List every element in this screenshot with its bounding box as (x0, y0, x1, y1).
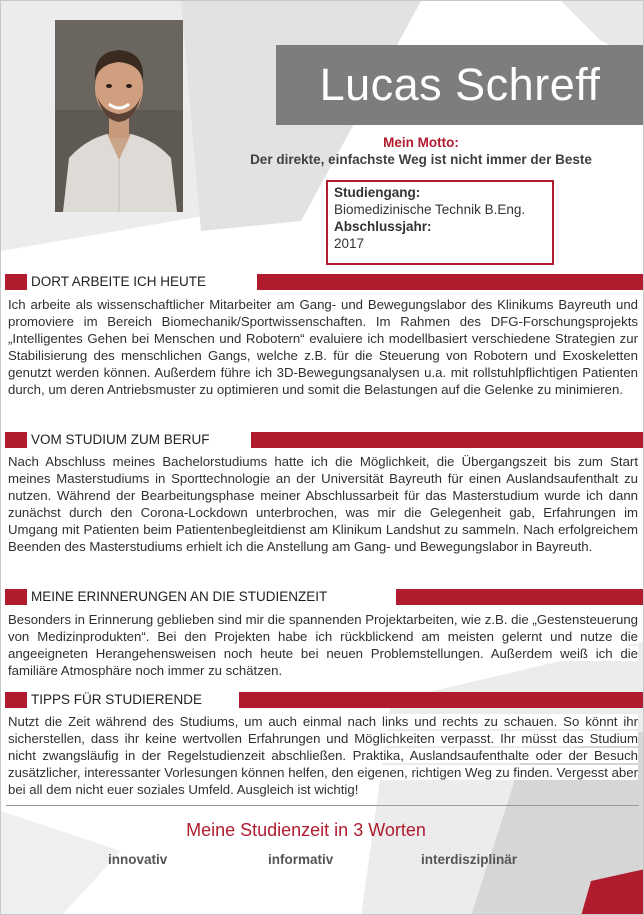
heading-accent-right (239, 692, 644, 708)
heading-accent-right (251, 432, 644, 448)
word-2: informativ (268, 852, 334, 867)
program-value: Biomedizinische Technik B.Eng. (334, 202, 526, 217)
heading-accent-left (5, 692, 27, 708)
motto-block (201, 134, 641, 168)
heading-accent-right (257, 274, 644, 290)
section-title: MEINE ERINNERUNGEN AN DIE STUDIENZEIT (31, 589, 328, 604)
section-title: TIPPS FÜR STUDIERENDE (31, 692, 203, 707)
program-label: Studiengang: (334, 185, 421, 200)
year-label: Abschlussjahr: (334, 219, 432, 234)
section-paragraph: Nach Abschluss meines Bachelorstudiums hatte ich die Möglichkeit, die Übergangszeit bis zum Start meines Masterstudiums in Sporttechnologie an der Universität Bayreuth für einen Auslandsaufenthalt zu nutzen. Während der Bearbeitungsphase meiner Abschlussarbeit für das Masterstudium wurde ich dann zunächst durch den Corona-Lockdown unterbrochen, was mir die Gelegenheit gab, Erfahrungen im Umgang mit Patienten beim Patientenbegleitdienst am Klinikum Landshut zu sammeln. Nach erfolgreichem Beenden des Masterstudiums erhielt ich die Anstellung am Gang- und Bewegungslabor in Bayreuth. (8, 454, 638, 554)
section-heading-memories (1, 588, 644, 605)
section-text-work (8, 296, 638, 398)
section-text-tips (8, 713, 638, 798)
heading-accent-left (5, 432, 27, 448)
word-1: innovativ (108, 852, 168, 867)
section-paragraph: Nutzt die Zeit während des Studiums, um auch einmal nach links und rechts zu schauen. So könnt ihr sicherstellen, dass ihr keine wertvollen Erfahrungen und Möglichkeiten verpasst. Ihr müsst das Studium nicht zwangsläufig in der Regelstudienzeit abschließen. Praktika, Auslandsaufenthalte oder der Besuch zusätzlicher, interessanter Vorlesungen können helfen, den eigenen, richtigen Weg zu finden. Vergesst aber bei all dem nicht euer soziales Umfeld. Ausgleich ist wichtig! (8, 714, 638, 797)
heading-accent-right (396, 589, 644, 605)
word-3: interdisziplinär (421, 852, 518, 867)
profile-photo (55, 20, 183, 212)
person-name: Lucas Schreff (319, 59, 601, 110)
study-info-box (326, 180, 554, 265)
section-text-memories (8, 611, 638, 679)
motto-text: Der direkte, einfachste Weg ist nicht immer der Beste (250, 152, 592, 167)
section-text-career (8, 453, 638, 555)
section-paragraph: Besonders in Erinnerung geblieben sind mir die spannenden Projektarbeiten, wie z.B. die „Gestensteuerung von Medizinprodukten“. Bei den Projekten habe ich rückblickend am meisten gelernt und nutze die angeeigneten Herangehensweisen noch heute bei neuen Problemstellungen. Außerdem weiß ich die familiäre Atmosphäre noch immer zu schätzen. (8, 612, 638, 678)
section-title: VOM STUDIUM ZUM BERUF (31, 432, 210, 447)
portrait-illustration (55, 20, 183, 212)
heading-accent-left (5, 589, 27, 605)
name-banner (276, 45, 644, 125)
heading-accent-left (5, 274, 27, 290)
year-value: 2017 (334, 236, 365, 251)
three-words-title: Meine Studienzeit in 3 Worten (186, 820, 426, 840)
section-heading-tips (1, 691, 644, 708)
section-heading-work (1, 273, 644, 290)
section-heading-career (1, 431, 644, 448)
bottom-divider (6, 805, 639, 806)
section-paragraph: Ich arbeite als wissenschaftlicher Mitarbeiter am Gang- und Bewegungslabor des Klinikums Bayreuth und promoviere im Bereich Biomechanik/Sportwissenschaften. Im Rahmen des DFG-Forschungsprojekts „Intelligentes Gehen bei Menschen und Robotern“ evaluiere ich modellbasiert verschiedene Strategien zur Stabilisierung des menschlichen Gangs, welche z.B. für die Steuerung von Robotern und Exoskeletten genutzt werden können. Außerdem führe ich 3D-Bewegungsanalysen u.a. mit rollstuhlpflichtigen Patienten durch, um deren Antriebsmuster zu optimieren und somit die Belastungen auf die Gelenke zu minimieren. (8, 297, 638, 397)
section-title: DORT ARBEITE ICH HEUTE (31, 274, 207, 289)
motto-label: Mein Motto: (383, 135, 459, 150)
